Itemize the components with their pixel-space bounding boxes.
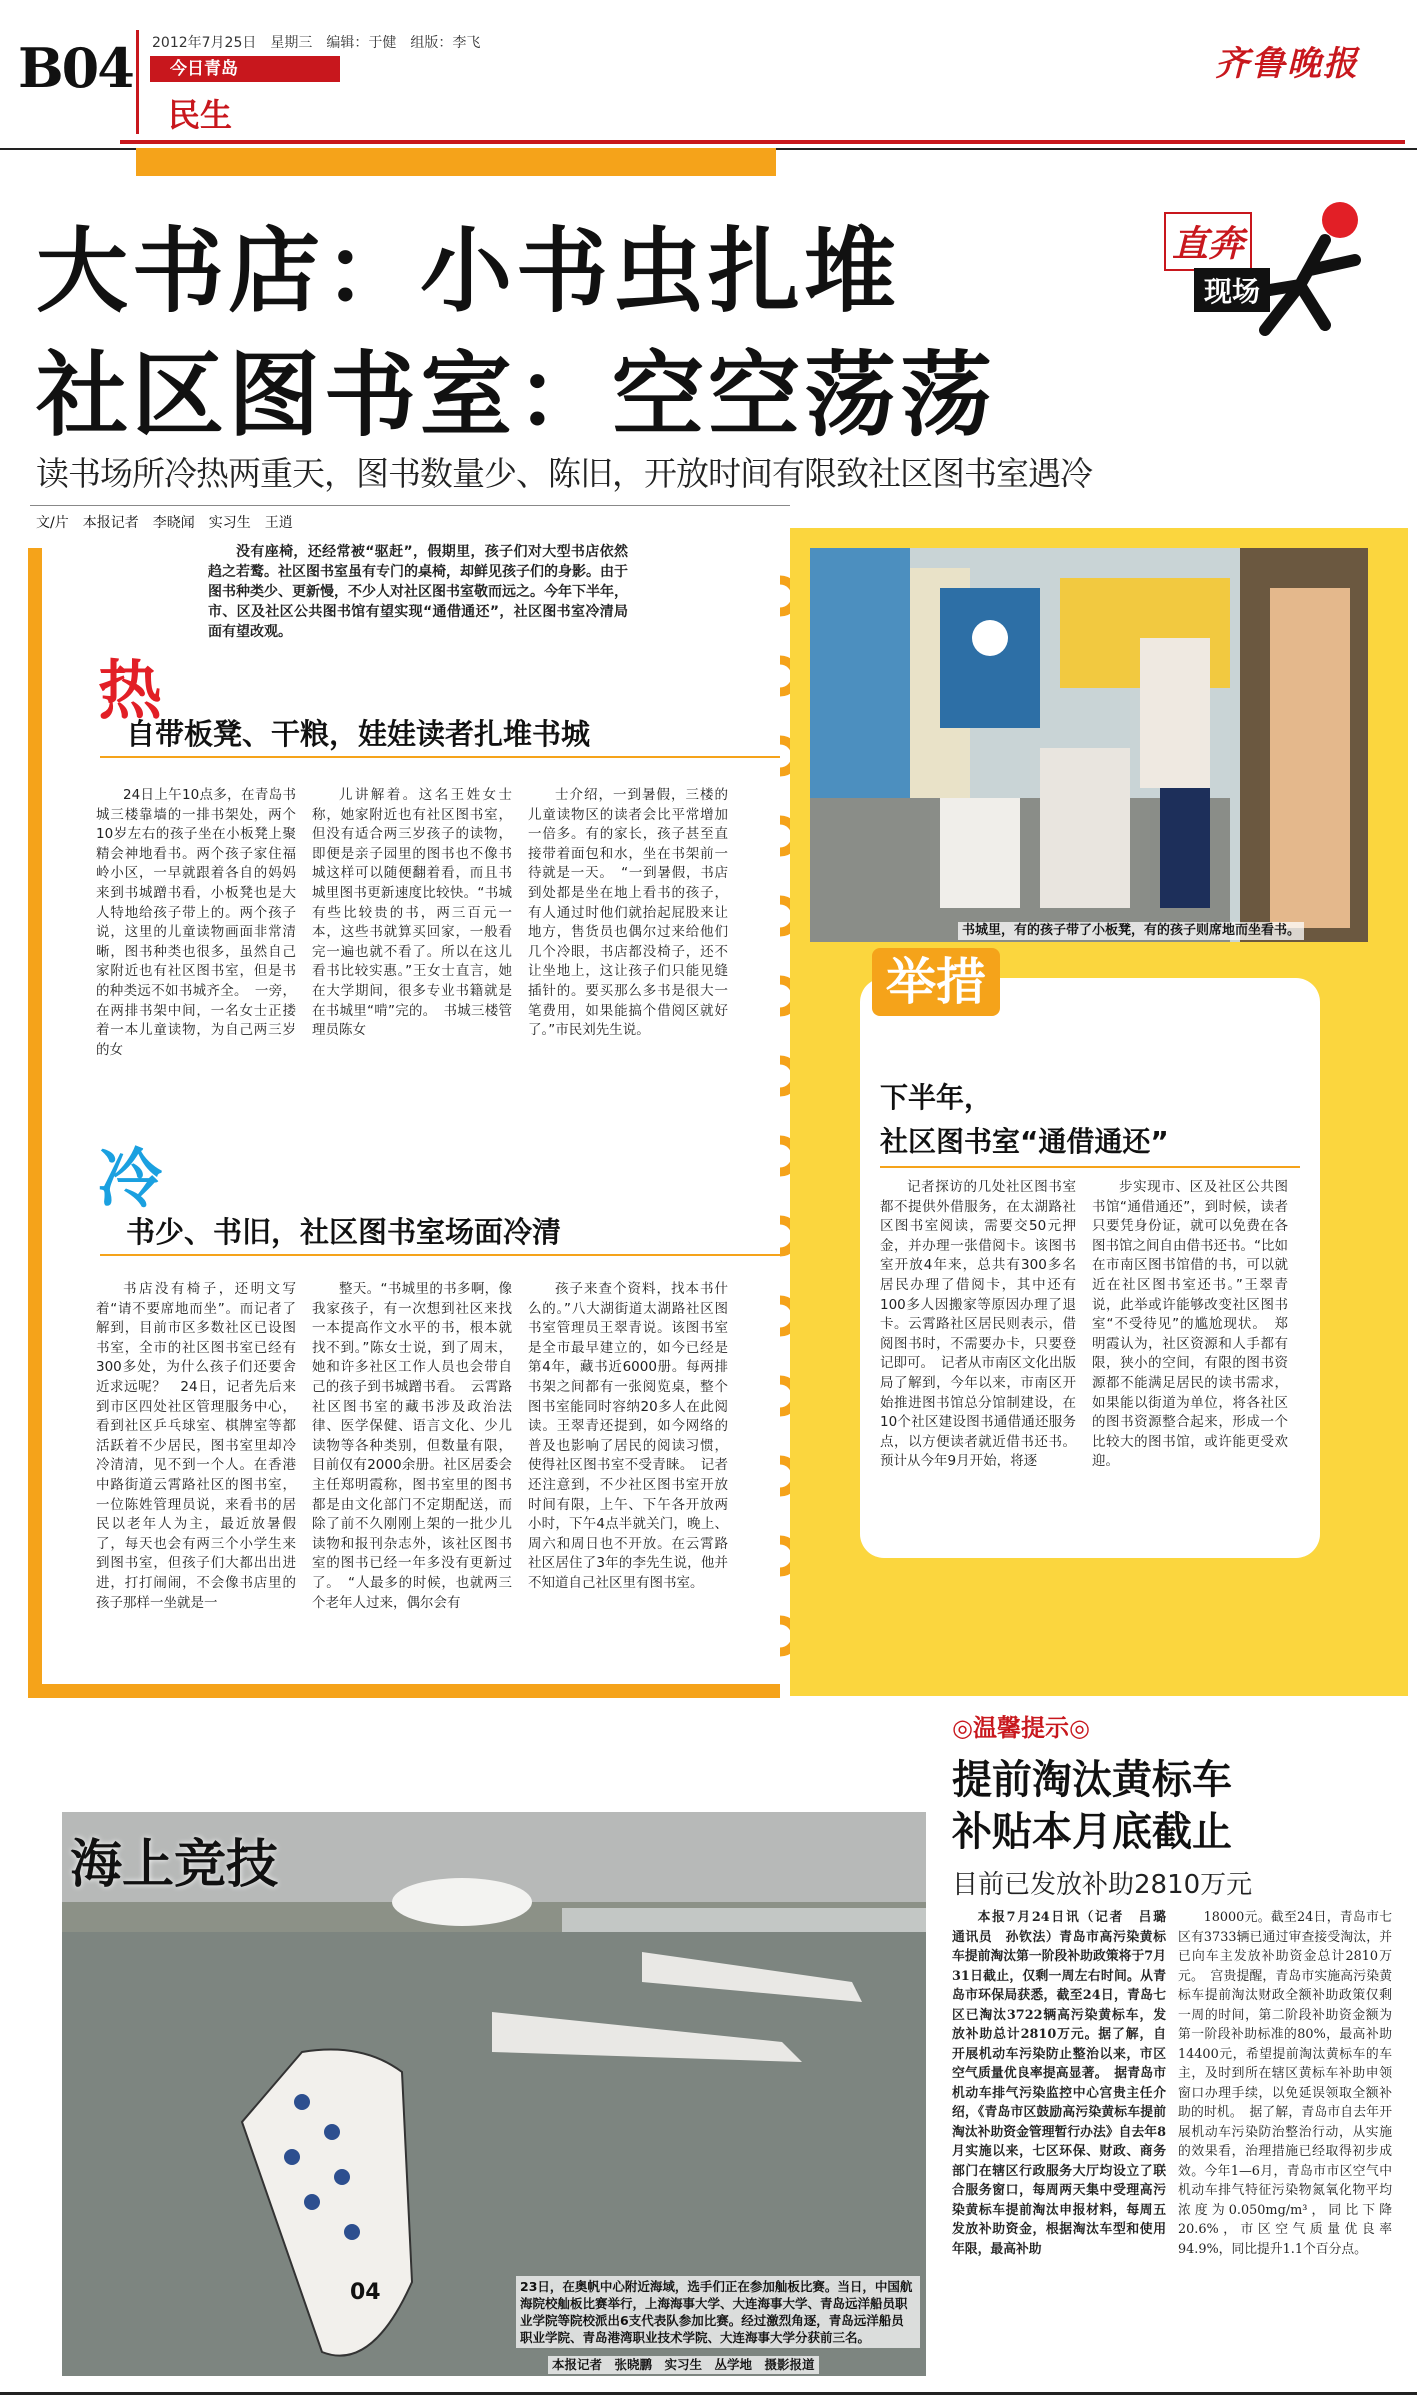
paper-logo: 齐鲁晚报	[1215, 44, 1359, 84]
header-meta: 2012年7月25日 星期三 编辑：于健 组版：李飞	[152, 35, 481, 51]
measure-rule	[880, 1166, 1300, 1168]
hot-col-1: 24日上午10点多，在青岛书城三楼靠墙的一排书架处，两个10岁左右的孩子坐在小板凳上聚精会神地看书。两个孩子家住福岭小区，一早就跟着各自的妈妈来到书城蹭书看，小板凳也是大人特地给孩子带上的。两个孩子说，这里的儿童读物画面非常清晰，图书种类也很多，虽然自己家附近也有社区图书室，但是书的种类远不如书城齐全。 一旁，在两排书架中间，一名女士正搂着一本儿童读物，为自己两三岁的女	[96, 787, 296, 1058]
byline-rule	[30, 505, 790, 506]
cold-rule	[100, 1254, 780, 1256]
orange-accent-bar	[136, 148, 776, 176]
badge-bottom: 现场	[1194, 268, 1270, 312]
cold-marker: 冷	[98, 1142, 162, 1217]
hot-marker: 热	[98, 654, 162, 729]
byline: 文/片 本报记者 李晓闻 实习生 王逍	[36, 515, 293, 531]
tip-title-line2: 补贴本月底截止	[952, 1809, 1232, 1855]
cold-col-2: 整天。“书城里的书多啊，像我家孩子，有一次想到社区来找一本提高作文水平的书，根本就找不到。”陈女士说，到了周末，她和许多社区工作人员也会带自己的孩子到书城蹭书看。 云霄路社区图书室的藏书涉及政治法律、医学保健、语言文化、少儿读物等各种类别，但数量有限，目前仅有2000余册。社区居委会主任郑明霞称，图书室里的图书都是由文化部门不定期配送，而除了前不久刚刚上架的一批少儿读物和报刊杂志外，该社区图书室的图书已经一年多没有更新过了。 “人最多的时候，也就两三个老年人过来，偶尔会有	[312, 1281, 512, 1611]
measure-col-1: 记者探访的几处社区图书室都不提供外借服务，在太湖路社区图书室阅读，需要交50元押金，并办理一张借阅卡。该图书室开放4年来，总共有300多名居民办理了借阅卡，其中还有100多人因搬家等原因办理了退卡。云霄路社区居民则表示，借阅图书时，不需要办卡，只要登记即可。 记者从市南区文化出版局了解到，今年以来，市南区开始推进图书馆总分馆制建设，在10个社区建设图书通借通还服务点，以方便读者就近借书还书。预计从今年9月开始，将逐	[880, 1179, 1076, 1470]
measure-title: 举措	[872, 948, 1000, 1016]
page-number: B04	[18, 36, 133, 100]
tip-col-1: 本报7月24日讯（记者 吕璐 通讯员 孙钦法）青岛市高污染黄标车提前淘汰第一阶段补助政策将于7月31日截止，仅剩一周左右时间。从青岛市环保局获悉，截至24日，青岛七区已淘汰3722辆高污染黄标车，发放补助总计2810万元。据了解，自开展机动车污染防止整治以来，市区空气质量优良率提高显著。 据青岛市机动车排气污染监控中心宫贵主任介绍，《青岛市区鼓励高污染黄标车提前淘汰补助资金管理暂行办法》自去年8月实施以来，七区环保、财政、商务部门在辖区行政服务大厅均设立了联合服务窗口，每周两天集中受理高污染黄标车提前淘汰申报材料，每周五发放补助资金，根据淘汰车型和使用年限，最高补助	[952, 1910, 1179, 2257]
hot-col-2: 儿讲解着。这名王姓女士称，她家附近也有社区图书室，但没有适合两三岁孩子的读物，即便是亲子园里的图书也不像书城这样可以随便翻着看，而且书城里图书更新速度比较快。“书城有些比较贵的书，两三百元一本，这些书就算买回家，一般看完一遍也就不看了。所以在这儿看书比较实惠。”王女士直言，她在大学期间，很多专业书籍就是在书城里“啃”完的。 书城三楼管理员陈女	[312, 787, 512, 1039]
article-lead: 没有座椅，还经常被“驱赶”，假期里，孩子们对大型书店依然趋之若鹜。社区图书室虽有专门的桌椅，却鲜见孩子们的身影。由于图书种类少、更新慢，不少人对社区图书室敬而远之。今年下半年，市、区及社区公共图书馆有望实现“通借通还”，社区图书室冷清局面有望改观。	[208, 544, 628, 640]
tip-title-line1: 提前淘汰黄标车	[952, 1757, 1232, 1803]
measure-col-2: 步实现市、区及社区公共图书馆“通借通还”，到时候，读者只要凭身份证，就可以免费在各图书馆之间自由借书还书。“比如在市南区图书馆借的书，可以就近在社区图书室还书。”王翠青说，此举或许能够改变社区图书室“不受待见”的尴尬现状。 郑明霞认为，社区资源和人手都有限，狭小的空间，有限的图书资源都不能满足居民的读书需求，如果能以街道为单位，将各社区的图书资源整合起来，形成一个比较大的图书馆，或许能更受欢迎。	[1092, 1179, 1288, 1470]
hot-rule	[100, 756, 780, 758]
bookstore-photo-caption: 书城里，有的孩子带了小板凳，有的孩子则席地而坐看书。	[958, 922, 1304, 940]
cold-heading: 书少、书旧，社区图书室场面冷清	[126, 1215, 562, 1249]
live-badge	[1150, 190, 1400, 340]
hot-col-3: 士介绍，一到暑假，三楼的儿童读物区的读者会比平常增加一倍多。有的家长，孩子甚至直接带着面包和水，坐在书架前一待就是一天。 “一到暑假，书店到处都是坐在地上看书的孩子，有人通过时他们就抬起屁股来让地方，售货员也偶尔过来给他们几个冷眼，书店都没椅子，还不让坐地上，这让孩子们只能见缝插针的。要买那么多书是很大一笔费用，如果能搞个借阅区就好了。”市民刘先生说。	[528, 787, 728, 1039]
measure-subtitle-2: 社区图书室“通借通还”	[880, 1125, 1169, 1158]
article-bottom-border	[28, 1684, 780, 1698]
bookstore-photo	[810, 548, 1368, 942]
tip-col-2: 18000元。截至24日，青岛市七区有3733辆已通过审查接受淘汰，并已向车主发放补助资金总计2810万元。 宫贵提醒，青岛市实施高污染黄标车提前淘汰财政全额补助政策仅剩一周的时间，第二阶段补助资金额为第一阶段补助标准的80%，最高补助14400元，希望提前淘汰黄标车的车主，及时到所在辖区黄标车补助申领窗口办理手续，以免延误领取全额补助的时机。 据了解，青岛市自去年开展机动车污染防治整治行动，从实施的效果看，治理措施已经取得初步成效。今年1—6月，青岛市市区空气中机动车排气特征污染物氮氧化物平均浓度为0.050mg/m³，同比下降20.6%，市区空气质量优良率94.9%，同比提升1.1个百分点。	[1178, 1910, 1392, 2257]
main-title-line1: 大书店：小书虫扎堆	[36, 217, 901, 325]
main-subtitle: 读书场所冷热两重天，图书数量少、陈旧，开放时间有限致社区图书室遇冷	[36, 454, 1092, 493]
header-divider-vertical	[136, 30, 139, 134]
regatta-photo-credit: 本报记者 张晓鹏 实习生 丛学地 摄影报道	[548, 2356, 819, 2374]
boat-number: 04	[350, 2280, 381, 2305]
main-title-line2: 社区图书室：空空荡荡	[36, 341, 997, 449]
badge-top: 直奔	[1164, 212, 1252, 271]
measure-subtitle-1: 下半年，	[880, 1081, 993, 1114]
cold-col-1: 书店没有椅子，还明文写着“请不要席地而坐”。而记者了解到，目前市区多数社区已设图书室，全市的社区图书室已经有300多处，为什么孩子们还要舍近求远呢？ 24日，记者先后来到市区四处社区管理服务中心，看到社区乒乓球室、棋牌室等都活跃着不少居民，图书室里却冷冷清清，见不到一个人。在香港中路街道云霄路社区的图书室，一位陈姓管理员说，来看书的居民以老年人为主，最近放暑假了，每天也会有两三个小学生来到图书室，但孩子们大都出出进进，打打闹闹，不会像书店里的孩子那样一坐就是一	[96, 1281, 296, 1611]
bookstore-photo-image	[810, 548, 1368, 942]
cold-col-3: 孩子来查个资料，找本书什么的。”八大湖街道太湖路社区图书室管理员王翠青说。该图书室是全市最早建立的，如今已经是第4年，藏书近6000册。每两排书架之间都有一张阅览桌，整个图书室能同时容纳20多人在此阅读。王翠青还提到，如今网络的普及也影响了居民的阅读习惯，使得社区图书室不受青睐。 记者还注意到，不少社区图书室开放时间有限，上午、下午各开放两小时，下午4点半就关门，晚上、周六和周日也不开放。在云霄路社区居住了3年的李先生说，他并不知道自己社区里有图书室。	[528, 1281, 728, 1591]
article-left-border	[28, 548, 42, 1696]
header-rule	[120, 140, 1405, 144]
tip-subtitle: 目前已发放补助2810万元	[952, 1870, 1253, 1900]
regatta-photo-caption: 23日，在奥帆中心附近海域，选手们正在参加舢板比赛。当日，中国航海院校舢板比赛举行，上海海事大学、大连海事大学、青岛远洋船员职业学院等院校派出6支代表队参加比赛。经过激烈角逐，青岛远洋船员职业学院、青岛港湾职业技术学院、大连海事大学分获前三名。	[516, 2276, 920, 2348]
section-tag: 今日青岛	[150, 56, 340, 82]
hot-heading: 自带板凳、干粮，娃娃读者扎堆书城	[126, 717, 591, 751]
section-name: 民生	[168, 96, 233, 134]
bottom-rule	[0, 2392, 1417, 2395]
regatta-photo-title: 海上竞技	[70, 1835, 279, 1895]
tip-kicker: ◎温馨提示◎	[952, 1714, 1090, 1742]
